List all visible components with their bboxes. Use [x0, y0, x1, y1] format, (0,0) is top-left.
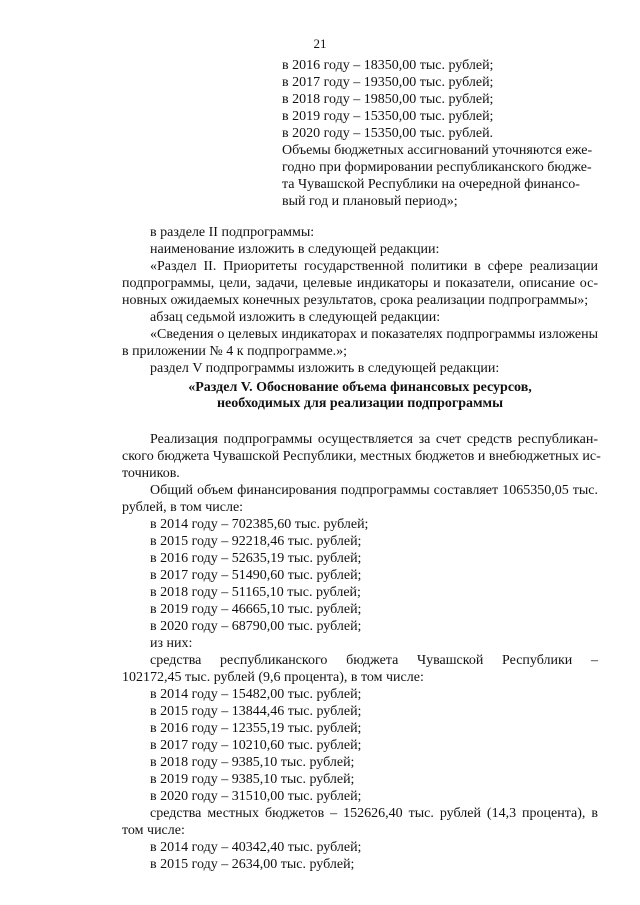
- republic-year-item: в 2014 году – 15482,00 тыс. рублей;: [150, 687, 362, 702]
- section5-heading: [122, 380, 598, 412]
- amend-line: абзац седьмой изложить в следующей редакции:: [150, 310, 441, 325]
- total-line: Общий объем финансирования подпрограммы составляет 1065350,05 тыс.: [150, 483, 598, 498]
- republic-line: 102172,45 тыс. рублей (9,6 процента), в том числе:: [122, 670, 424, 685]
- para7-line: в приложении № 4 к подпрограмме.»;: [122, 344, 348, 359]
- intro-line: ского бюджета Чувашской Республики, местных бюджетов и внебюджетных ис-: [122, 449, 601, 464]
- top-note-line: годно при формировании республиканского бюдже-: [282, 160, 592, 175]
- total-line: рублей, в том числе:: [122, 500, 244, 515]
- total-year-item: в 2018 году – 51165,10 тыс. рублей;: [150, 585, 361, 600]
- section2-title-line: «Раздел II. Приоритеты государственной политики в сфере реализации: [150, 259, 598, 274]
- local-line: том числе:: [122, 823, 185, 838]
- total-year-item: в 2016 году – 52635,19 тыс. рублей;: [150, 551, 362, 566]
- total-year-item: в 2017 году – 51490,60 тыс. рублей;: [150, 568, 362, 583]
- local-year-item: в 2015 году – 2634,00 тыс. рублей;: [150, 857, 355, 872]
- top-list-item: в 2020 году – 15350,00 тыс. рублей.: [282, 126, 494, 141]
- intro-line: точников.: [122, 466, 180, 481]
- top-note-line: вый год и плановый период»;: [282, 194, 458, 209]
- total-year-item: в 2015 году – 92218,46 тыс. рублей;: [150, 534, 362, 549]
- heading-line: «Раздел V. Обоснование объема финансовых ресурсов,: [188, 380, 532, 395]
- republic-year-item: в 2020 году – 31510,00 тыс. рублей;: [150, 789, 362, 804]
- heading-line: необходимых для реализации подпрограммы: [216, 396, 504, 411]
- top-note-line: та Чувашской Республики на очередной финансо-: [282, 177, 580, 192]
- republic-year-item: в 2016 году – 12355,19 тыс. рублей;: [150, 721, 362, 736]
- republic-line: средства республиканского бюджета Чувашской Республики –: [150, 653, 598, 668]
- top-list-item: в 2017 году – 19350,00 тыс. рублей;: [282, 75, 494, 90]
- section2-title-line: подпрограммы, цели, задачи, целевые индикаторы и показатели, описание ос-: [122, 276, 598, 291]
- amend-line: раздел V подпрограммы изложить в следующей редакции:: [150, 361, 500, 376]
- republic-year-item: в 2017 году – 10210,60 тыс. рублей;: [150, 738, 362, 753]
- section2-title-line: новных ожидаемых конечных результатов, срока реализации подпрограммы»;: [122, 293, 589, 308]
- total-year-item: в 2019 году – 46665,10 тыс. рублей;: [150, 602, 362, 617]
- top-list-item: в 2016 году – 18350,00 тыс. рублей;: [282, 58, 494, 73]
- local-line: средства местных бюджетов – 152626,40 тыс. рублей (14,3 процента), в: [150, 806, 598, 821]
- top-list-item: в 2019 году – 15350,00 тыс. рублей;: [282, 109, 494, 124]
- top-list-item: в 2018 году – 19850,00 тыс. рублей;: [282, 92, 494, 107]
- local-year-item: в 2014 году – 40342,40 тыс. рублей;: [150, 840, 362, 855]
- amend-line: в разделе II подпрограммы:: [150, 225, 315, 240]
- top-note-line: Объемы бюджетных ассигнований уточняются еже-: [282, 143, 593, 158]
- republic-year-item: в 2019 году – 9385,10 тыс. рублей;: [150, 772, 355, 787]
- para7-line: «Сведения о целевых индикаторах и показателях подпрограммы изложены: [150, 327, 598, 342]
- total-year-item: в 2020 году – 68790,00 тыс. рублей;: [150, 619, 362, 634]
- total-year-item: в 2014 году – 702385,60 тыс. рублей;: [150, 517, 369, 532]
- intro-line: Реализация подпрограммы осуществляется за счет средств республикан-: [150, 432, 598, 447]
- republic-year-item: в 2018 году – 9385,10 тыс. рублей;: [150, 755, 355, 770]
- page-number: 21: [313, 36, 327, 51]
- amend-line: наименование изложить в следующей редакции:: [150, 242, 440, 257]
- republic-year-item: в 2015 году – 13844,46 тыс. рублей;: [150, 704, 362, 719]
- of-them-label: из них:: [150, 636, 193, 651]
